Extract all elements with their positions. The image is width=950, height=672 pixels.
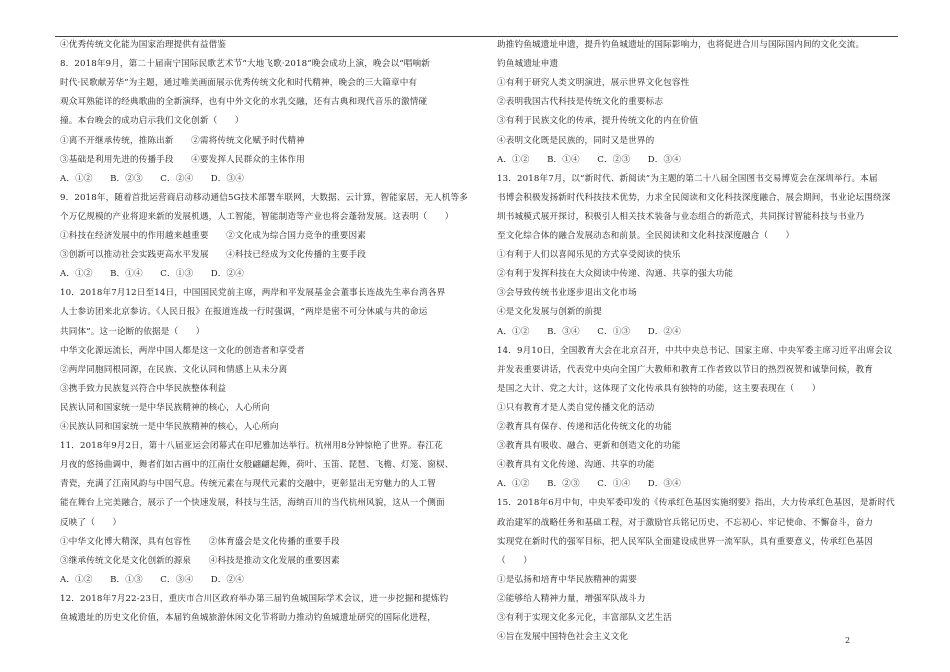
text-line: ④教育具有文化传递、沟通、共享的功能 (497, 460, 655, 471)
text-line: 并发表重要讲话，代表党中央向全国广大教师和教育工作者致以节日的热烈祝贺和诚挚问候，教育 (497, 364, 873, 375)
text-line: ②表明我国古代科技是传统文化的重要标志 (497, 97, 664, 108)
text-line: ③携手致力民族复兴符合中华民族整体利益 (60, 383, 227, 394)
text-line: A．①② B．①③ C．③④ D．②④ (60, 574, 244, 585)
text-line: ②两岸同胞同根同源，在民族、文化认同和情感上从未分离 (60, 364, 288, 375)
text-line: 15．2018年6月中旬，中央军委印发的《传承红色基因实施纲要》指出，大力传承红色基因，是新时代 (497, 498, 895, 509)
text-line: 观众耳熟能详的经典歌曲的全新演绎，也有中外文化的水乳交融，还有古典和现代音乐的激情碰 (60, 97, 428, 108)
header-rule (55, 36, 898, 37)
text-line: ②能够给人精神力量，增强军队战斗力 (497, 593, 646, 604)
text-line: ④民族认同和国家统一是中华民族精神的核心，人心所向 (60, 422, 279, 432)
text-line: 撞。本台晚会的成功启示我们文化创新（ ） (60, 116, 244, 127)
text-line: ②有利于发挥科技在大众阅读中传递、沟通、共享的强大功能 (497, 269, 734, 280)
text-line: A．①② B．①④ C．①③ D．②④ (60, 269, 244, 280)
text-line: 10．2018年7月12日至14日，中国国民党前主席，两岸和平发展基金会董事长连战先生率台湾各界 (60, 288, 446, 299)
text-line: 是国之大计、党之大计，这体现了文化传承具有独特的功能，这主要表现在（ ） (497, 383, 821, 394)
text-line: 个万亿规模的产业将迎来新的发展机遇，人工智能，智能制造等产业也将会蓬勃发展。这表明（ ） (60, 211, 454, 222)
text-line: 月夜的悠扬曲调中，舞者们如古画中的江南仕女般翩翩起舞，荷叶、玉笛、琵琶、飞檐、灯笼、窗棂、 (60, 460, 454, 471)
text-line: A．①② B．②③ C．①④ D．③④ (497, 479, 681, 490)
text-line: ①有利于研究人类文明演进，展示世界文化包容性 (497, 78, 690, 89)
text-line: 8．2018年9月，第二十届南宁国际民歌艺术节“大地飞歌·2018”晚会成功上演，晚会以“唱响新 (60, 59, 430, 70)
text-line: ①中华文化博大精深，具有包容性 ②体育盛会是文化传播的重要手段 (60, 536, 340, 547)
text-line: 人士参访团来北京参访。《人民日报》在报道连战一行时强调，“两岸是密不可分休戚与共的命运 (60, 307, 428, 318)
text-line: 鱼城遗址的历史文化价值，本届钓鱼城旅游休闲文化节将助力推动钓鱼城遗址研究的国际化进程， (60, 613, 436, 623)
text-line: ③有利于民族文化的传承，提升传统文化的内在价值 (497, 116, 699, 127)
text-line: ③基础是利用先进的传播手段 ④要发挥人民群众的主体作用 (60, 154, 305, 165)
text-line: 中华文化源远流长，两岸中国人都是这一文化的创造者和享受者 (60, 345, 305, 356)
text-line: 12．2018年7月22-23日，重庆市合川区政府举办第三届钓鱼城国际学术会议，进一步挖掘和提炼钓 (60, 593, 449, 604)
text-line: ③创新可以推动社会实践更高水平发展 ④科技已经成为文化传播的主要手段 (60, 250, 367, 261)
text-line: ①只有教育才是人类自觉传播文化的活动 (497, 402, 655, 413)
text-line: ③有利于实现文化多元化，丰富部队文艺生活 (497, 613, 672, 623)
text-line: 书博会积极发扬新时代科技技术优势，力求全民阅读和文化科技深度融合，展会期间，书业论坛围绕深 (497, 192, 891, 203)
text-line: 实现党在新时代的强军目标，把人民军队全面建设成世界一流军队，具有重要意义，传承红色基因 (497, 536, 873, 547)
text-line: ①离不开继承传统，推陈出新 ②需将传统文化赋予时代精神 (60, 135, 305, 146)
text-line: 政治建军的战略任务和基础工程，对于激励官兵铭记历史、不忘初心、牢记使命、不懈奋斗，奋力 (497, 517, 873, 528)
text-line: A．①② B．②③ C．②④ D．③④ (60, 173, 244, 184)
text-line: A．①② B．③④ C．①③ D．②④ (497, 326, 681, 337)
text-line: 至文化综合体的融合发展动态和前景。全民阅读和文化科技深度融合（ ） (497, 231, 795, 241)
text-line: 钓鱼城遗址申遗 (497, 59, 559, 70)
text-line: 14．9月10日，全国教育大会在北京召开，中共中央总书记、国家主席、中央军委主席习近平出席会议 (497, 345, 893, 356)
text-line: 9．2018年，随着首批运营商启动移动通信5G技术部署车联网，大数据、云计算，智能家居，无人机等多 (60, 192, 468, 203)
text-line: ④表明文化既是民族的，同时又是世界的 (497, 135, 655, 146)
text-line: ③继承传统文化是文化创新的源泉 ④科技是推动文化发展的重要因素 (60, 555, 340, 566)
text-line: ③会导致传统书业逐步退出文化市场 (497, 288, 637, 299)
text-line: ②教育具有保存、传递和活化传统文化的功能 (497, 422, 672, 432)
text-line: 13．2018年7月，以“新时代、新阅读”为主题的第二十八届全国图书交易博览会在深圳举行。本届 (497, 173, 878, 184)
page-number: 2 (845, 636, 851, 645)
text-line: ④旨在发展中国特色社会主义文化 (497, 632, 629, 643)
text-line: ④优秀传统文化能为国家治理提供有益借鉴 (60, 40, 227, 50)
text-line: ④是文化发展与创新的前提 (497, 307, 602, 318)
text-line: ①有利于人们以喜闻乐见的方式享受阅读的快乐 (497, 250, 681, 261)
text-line: ①是弘扬和培育中华民族精神的需要 (497, 574, 637, 585)
text-line: 青瓷，充满了江南风韵与中国气息。传统元素在与现代元素的交融中，更彰显出无穷魅力的人工智 (60, 479, 436, 490)
text-line: 共同体”。这一论断的依据是（ ） (60, 326, 205, 337)
text-line: 反映了（ ） (60, 517, 122, 528)
text-line: ①科技在经济发展中的作用越来越重要 ②文化成为综合国力竞争的重要因素 (60, 231, 367, 241)
text-line: A．①② B．①④ C．②③ D．③④ (497, 154, 681, 165)
text-line: 助推钓鱼城遗址申遗，提升钓鱼城遗址的国际影响力，也将促进合川与国际国内间的文化交流。 (497, 40, 865, 50)
text-line: ③教育具有吸收、融合、更新和创造文化的功能 (497, 441, 681, 452)
text-line: 11．2018年9月2日，第十八届亚运会闭幕式在印尼雅加达举行。杭州用8分钟惊艳了世界。春江花 (60, 441, 443, 452)
text-line: 圳书城模式展开探讨，积极引人相关技术装备与业态组合的新范式，共同探讨智能科技与书业乃 (497, 211, 865, 222)
text-line: （ ） (497, 555, 532, 566)
text-line: 能在舞台上完美融合，展示了一个快速发展，科技与生活，海纳百川的当代杭州风貌，这从一个侧面 (60, 498, 445, 509)
text-line: 民族认同和国家统一是中华民族精神的核心，人心所向 (60, 402, 270, 413)
text-line: 时代·民歌献芳华”为主题，通过唯美画面展示优秀传统文化和时代精神，晚会的三大篇章中有 (60, 78, 418, 89)
